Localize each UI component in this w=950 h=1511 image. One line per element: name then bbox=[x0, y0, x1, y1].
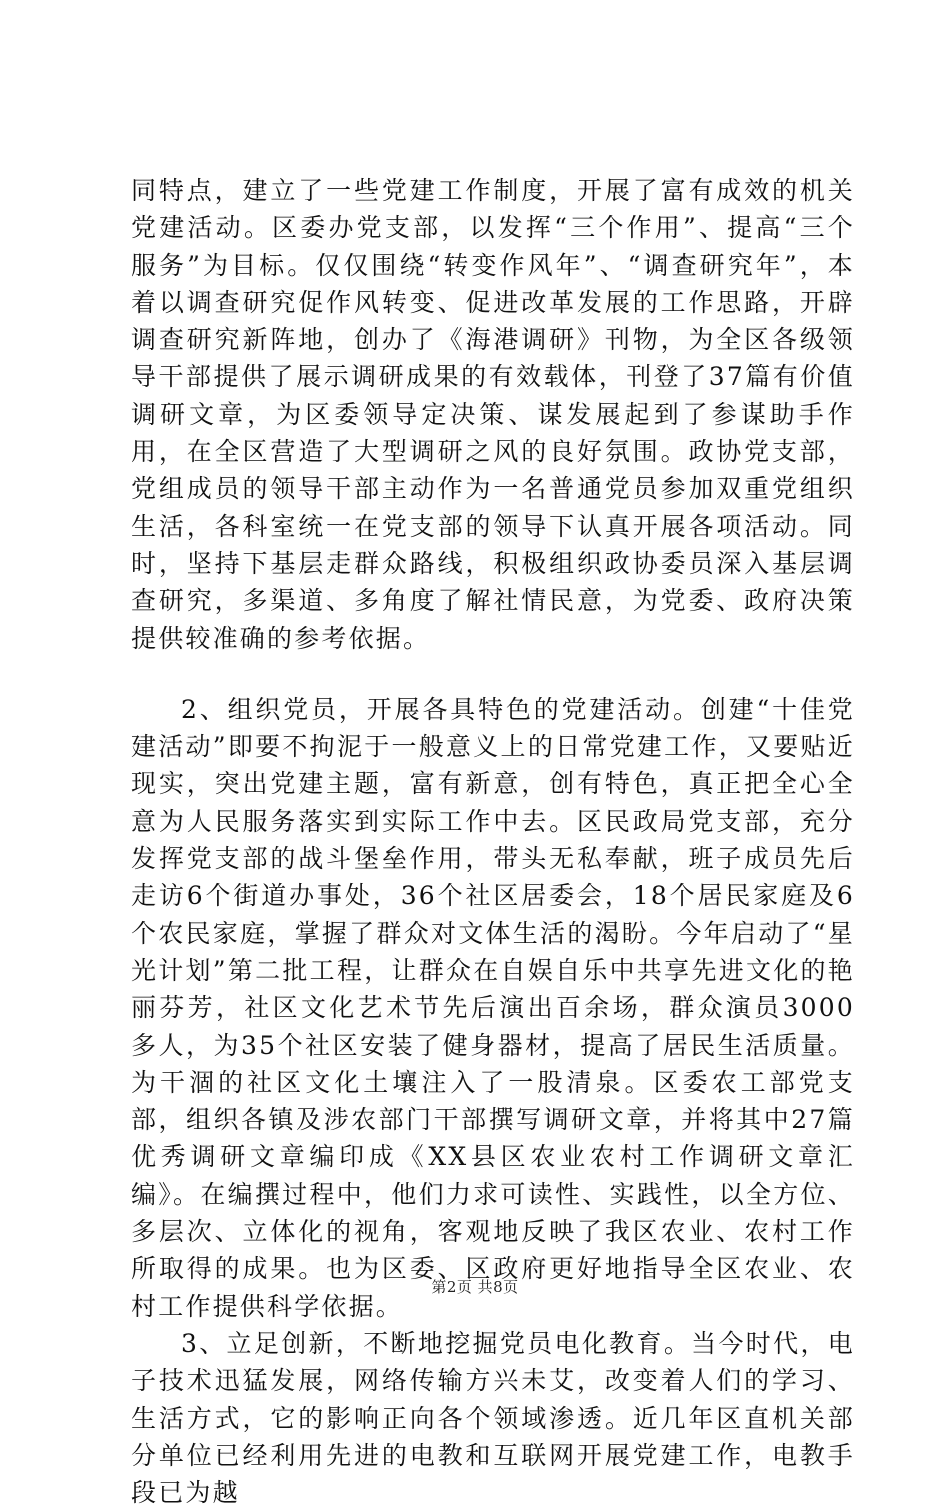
page-footer: 第2页 共8页 bbox=[431, 1278, 519, 1296]
paragraph-section-2: 2、组织党员，开展各具特色的党建活动。创建“十佳党建活动”即要不拘泥于一般意义上的日常党建工作，又要贴近现实，突出党建主题，富有新意，创有特色，真正把全心全意为人民服务落实到实际工作中去。区民政局党支部，充分发挥党支部的战斗堡垒作用，带头无私奉献，班子成员先后走访6个街道办事处，36个社区居委会，18个居民家庭及6个农民家庭，掌握了群众对文体生活的渴盼。今年启动了“星光计划”第二批工程，让群众在自娱自乐中共享先进文化的艳丽芬芳，社区文化艺术节先后演出百余场，群众演员3000多人，为35个社区安装了健身器材，提高了居民生活质量。为干涸的社区文化土壤注入了一股清泉。区委农工部党支部，组织各镇及涉农部门干部撰写调研文章，并将其中27篇优秀调研文章编印成《XX县区农业农村工作调研文章汇编》。在编撰过程中，他们力求可读性、实践性，以全方位、多层次、立体化的视角，客观地反映了我区农业、农村工作所取得的成果。也为区委、区政府更好地指导全区农业、农村工作提供科学依据。 bbox=[131, 694, 855, 1321]
paragraph-gap bbox=[131, 657, 855, 691]
paragraph-section-3: 3、立足创新，不断地挖掘党员电化教育。当今时代，电子技术迅猛发展，网络传输方兴未艾，改变着人们的学习、生活方式，它的影响正向各个领域渗透。近几年区直机关部分单位已经利用先进的电教和互联网开展党建工作，电教手段已为越 bbox=[131, 1328, 855, 1508]
paragraph-continuation: 同特点，建立了一些党建工作制度，开展了富有成效的机关党建活动。区委办党支部，以发挥“三个作用”、提高“三个服务”为目标。仅仅围绕“转变作风年”、“调查研究年”，本着以调查研究促作风转变、促进改革发展的工作思路，开辟调查研究新阵地，创办了《海港调研》刊物，为全区各级领导干部提供了展示调研成果的有效载体，刊登了37篇有价值调研文章，为区委领导定决策、谋发展起到了参谋助手作用，在全区营造了大型调研之风的良好氛围。政协党支部，党组成员的领导干部主动作为一名普通党员参加双重党组织生活，各科室统一在党支部的领导下认真开展各项活动。同时，坚持下基层走群众路线，积极组织政协委员深入基层调查研究，多渠道、多角度了解社情民意，为党委、政府决策提供较准确的参考依据。 bbox=[131, 176, 855, 653]
document-body bbox=[131, 172, 855, 1511]
